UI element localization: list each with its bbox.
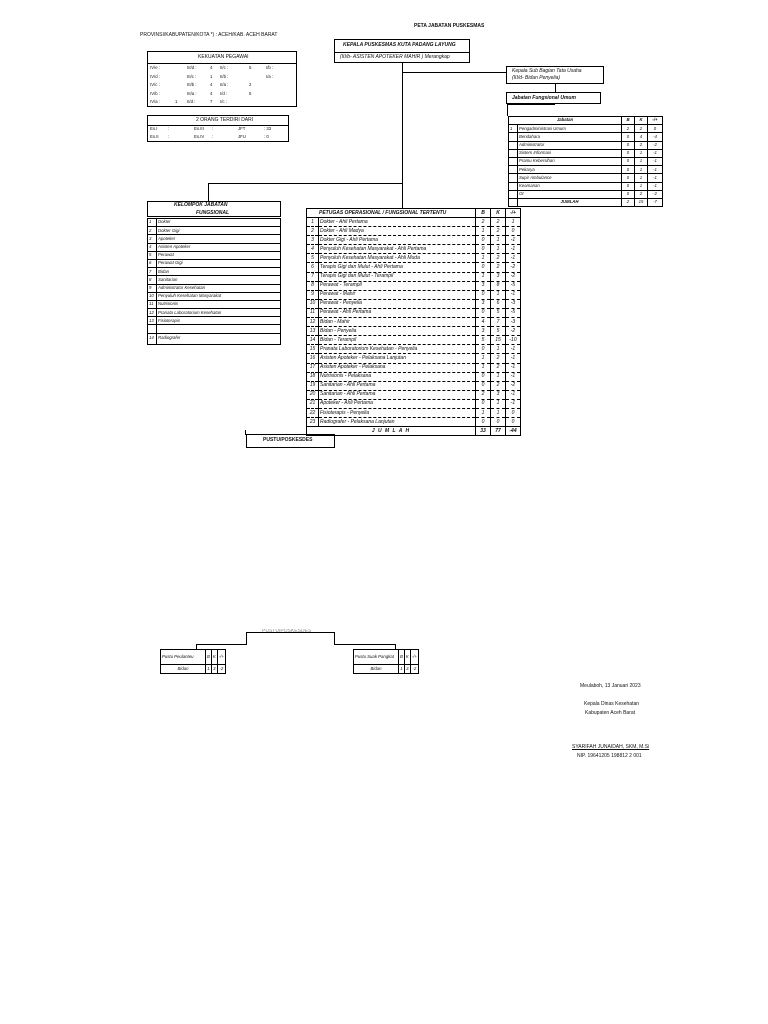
kelompok-title-line1: KELOMPOK JABATAN xyxy=(174,202,228,208)
table-row: 15 Pranata Laboratorium Kesehatan - Penyelia 0 1 -1 xyxy=(307,345,521,354)
list-item: 12 Pranata Laboratorium Kesehatan xyxy=(148,309,281,317)
main-vertical-line xyxy=(402,63,403,183)
list-item: 1 Dokter xyxy=(148,219,281,227)
kasubbag-line2: (III/d- Bidan Penyelia) xyxy=(512,75,561,81)
kepala-title: KEPALA PUSKESMAS KUTA PADANG LAYUNG xyxy=(343,42,456,48)
list-item: 5 Perawat xyxy=(148,251,281,259)
kepala-box xyxy=(334,39,470,63)
kasubbag-line1: Kepala Sub Bagian Tata Usaha xyxy=(512,68,582,74)
table-row: 10 Perawat - Penyelia 3 6 -3 xyxy=(307,299,521,308)
kekuatan-box: KEKUATAN PEGAWAI IV/e : III/d : 4 II/c : 5 I/b : IV/d : III/c : 1 II/b : I/a : IV/c : III/b : 4 II/a : 2 IV/b : III/a : 4 I/d : 5 IV/a : 1 II/d : 7 I/c : xyxy=(147,51,297,107)
kelompok-title-box xyxy=(147,201,281,217)
list-item: 4 Asisten Apoteker xyxy=(148,243,281,251)
pustu-overflow-text: PUSTU/POSKESDES xyxy=(262,629,312,632)
connector-jfu xyxy=(555,84,556,92)
signature-nip: NIP. 19641205 198812 2 001 xyxy=(577,753,642,759)
list-item: 3 Apoteker xyxy=(148,235,281,243)
table-row: Pekarya 0 1 -1 xyxy=(509,166,663,174)
connector-kasubbag xyxy=(402,72,506,73)
table-row: 14 Bidan - Terampil 5 15 -10 xyxy=(307,336,521,345)
table-row: 5 Penyuluh Kesehatan Masyarakat - Ahli Muda 1 2 -1 xyxy=(307,254,521,263)
table-row: 11 Perawat - Ahli Pertama 0 5 -5 xyxy=(307,308,521,317)
table-row: 19 Sanitarian - Ahli Pertama 0 2 -2 xyxy=(307,381,521,390)
list-item: 2 Dokter Gigi xyxy=(148,227,281,235)
table-row: 16 Asisten Apoteker - Pelaksana Lanjutan 1 2 -1 xyxy=(307,354,521,363)
pustu-name: Pustu Suak Pangkat xyxy=(354,650,399,665)
table-row: Supir Ambulance 0 1 -1 xyxy=(509,174,663,182)
table-row: 21 Apoteker - Ahli Pertama 0 1 -1 xyxy=(307,399,521,408)
terdiri-box xyxy=(147,115,289,142)
list-item: 9 Administrator Kesehatan xyxy=(148,284,281,292)
table-row: 7 Terapis Gigi dan Mulut - Terampil 1 3 -2 xyxy=(307,272,521,281)
signature-office1: Kepala Dinas Kesehatan xyxy=(584,701,640,707)
table-row: 22 Fisioterapis - Penyelia 1 1 0 xyxy=(307,408,521,417)
table-row: 3 Dokter Gigi - Ahli Pertama 0 1 -1 xyxy=(307,236,521,245)
table-row: 4 Penyuluh Kesehatan Masyarakat - Ahli Pertama 0 1 -1 xyxy=(307,245,521,254)
jfu-total-row: JUMLAH 2 15 -7 xyxy=(509,198,663,206)
terdiri-row: Es.I : Es.III : JFT : 33 xyxy=(150,126,272,131)
petugas-total-row: J U M L A H 33 77 -44 xyxy=(307,427,521,436)
kelompok-table xyxy=(147,218,281,345)
table-row: 9 Perawat - Mahir 0 1 -1 xyxy=(307,290,521,299)
table-row: 20 Sanitarian - Ahli Pertama 2 3 -1 xyxy=(307,390,521,399)
list-item: 7 Bidan xyxy=(148,268,281,276)
kasubbag-box xyxy=(506,66,604,84)
table-row: Pramu Kebersihan 0 1 -1 xyxy=(509,157,663,165)
connector-kelompok xyxy=(208,183,209,201)
table-row: 8 Perawat - Terampil 3 8 -5 xyxy=(307,281,521,290)
signature-name: SYARIFAH JUNAIDAH, SKM, M.Si xyxy=(572,744,650,750)
pustu-header-label: PUSTU/POSKESDES xyxy=(263,437,313,443)
signature-place-date: Meulaboh, 13 Januari 2023 xyxy=(580,683,641,689)
table-row: 18 Nutrisionis - Pelaksana 0 1 -1 xyxy=(307,372,521,381)
list-item: 14 Radiografer xyxy=(148,333,281,344)
table-row: 1 Dokter - Ahli Pertama 2 2 1 xyxy=(307,218,521,227)
signature-office2: Kabupaten Aceh Barat xyxy=(585,710,636,716)
list-item xyxy=(148,325,281,333)
list-item: 13 Fisioterapis xyxy=(148,317,281,325)
table-row: 6 Terapis Gigi dan Mulut - Ahli Pertama 0 2 -2 xyxy=(307,263,521,272)
kekuatan-title: KEKUATAN PEGAWAI xyxy=(198,54,249,60)
table-row: 1 Pengadministrasi Umum 2 2 0 xyxy=(509,125,663,133)
jfu-box-label: Jabatan Fungsional Umum xyxy=(512,95,576,101)
kelompok-title-line2: FUNGSIONAL xyxy=(196,210,230,216)
table-row: Administrator 0 2 -2 xyxy=(509,141,663,149)
connector-horizontal xyxy=(208,183,403,184)
table-row: 2 Dokter - Ahli Madya 1 2 0 xyxy=(307,227,521,236)
terdiri-title: 2 ORANG TERDIRI DARI xyxy=(196,117,254,123)
table-row: Keamanan 0 1 -1 xyxy=(509,182,663,190)
table-row: Bendahara 0 4 -4 xyxy=(509,133,663,141)
page-title: PETA JABATAN PUSKESMAS xyxy=(414,23,485,29)
table-row: 13 Bidan - Penyelia 3 5 -2 xyxy=(307,327,521,336)
table-row: 17 Asisten Apoteker - Pelaksana 1 2 -1 xyxy=(307,363,521,372)
pustu-header-box xyxy=(246,434,335,448)
list-item: 11 Nutrisionis xyxy=(148,300,281,308)
connector-petugas xyxy=(402,183,403,208)
list-item: 6 Perawat Gigi xyxy=(148,259,281,267)
list-item: 10 Penyuluh Kesehatan Masyarakat xyxy=(148,292,281,300)
jfu-box xyxy=(506,92,601,104)
list-item: 8 Sanitarian xyxy=(148,276,281,284)
jfu-header-row: Jabatan B K -/+ xyxy=(509,117,663,125)
petugas-header-row: PETUGAS OPERASIONAL / FUNGSIONAL TERTENTU B K -/+ xyxy=(307,209,521,218)
kepala-subtitle: (III/b- ASISTEN APOTEKER MAHIR ) Merangkap xyxy=(340,54,450,60)
petugas-table xyxy=(306,208,521,436)
connector-jfu-table xyxy=(507,104,508,116)
terdiri-row: Es.II : Es.IV : JFU : 0 xyxy=(150,134,269,139)
jfu-table xyxy=(508,116,663,207)
pustu-peulanteu-table: Pustu Peulanteu B K -/+ Bidan 1 3 -2 xyxy=(160,649,226,674)
table-row: Sistem Informasi 0 1 -1 xyxy=(509,149,663,157)
table-row: 12 Bidan - Mahir 4 7 -3 xyxy=(307,318,521,327)
table-row: 23 Radiografer - Pelaksana Lanjutan 0 0 0 xyxy=(307,418,521,427)
province-label: PROVINSI/KABUPATEN/KOTA *) : ACEH/KAB. ACEH BARAT xyxy=(140,32,278,38)
pustu-suak-pangkat-table: Pustu Suak Pangkat B K -/+ Bidan 1 3 -2 xyxy=(353,649,419,674)
table-row: Ot 0 2 -2 xyxy=(509,190,663,198)
pustu-name: Pustu Peulanteu xyxy=(161,650,206,665)
